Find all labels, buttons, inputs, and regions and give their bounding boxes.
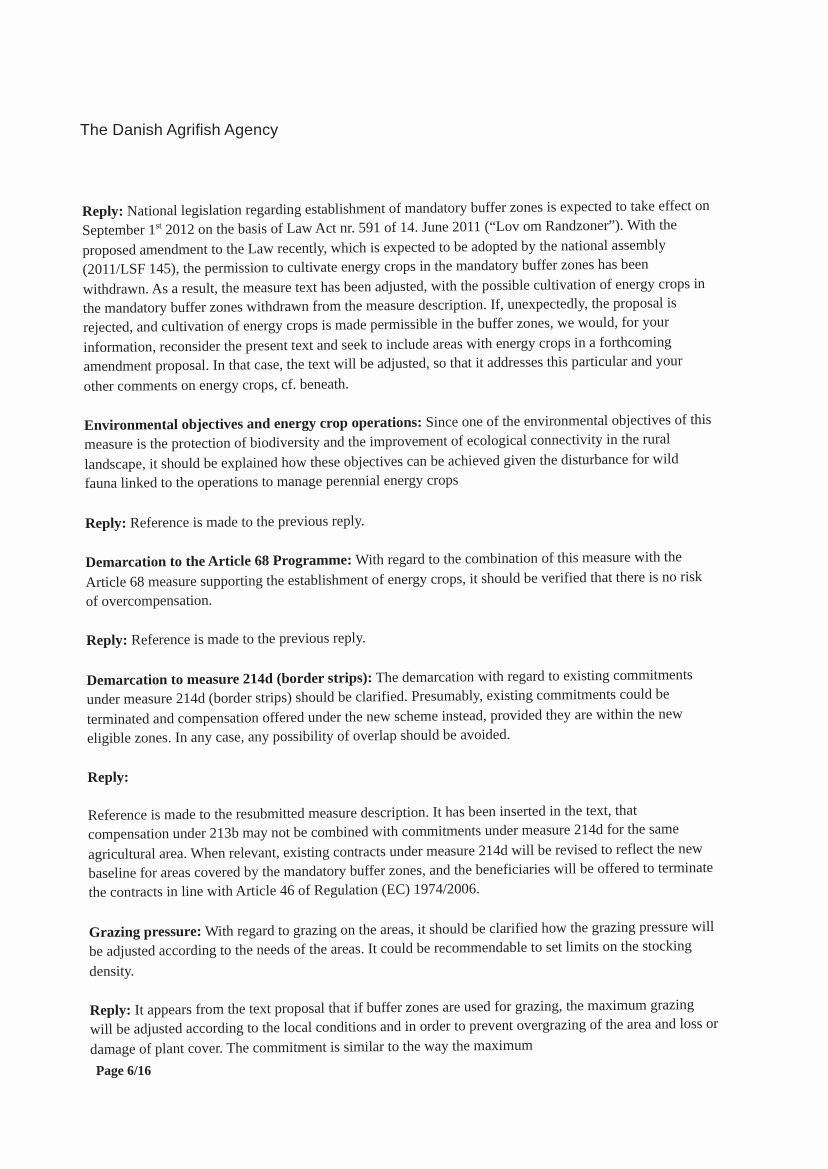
article-68-label: Demarcation to the Article 68 Programme: [85, 552, 353, 572]
reply-paragraph-2 [85, 509, 715, 534]
reply-paragraph-5 [90, 996, 721, 1060]
measure-214d-label: Demarcation to measure 214d (border strips): [86, 669, 373, 689]
page-number: Page 6/16 [96, 1063, 152, 1078]
reply-text: Reference is made to the previous reply. [127, 630, 366, 649]
measure-214d-paragraph [86, 666, 717, 750]
agency-header: The Danish Agrifish Agency [80, 122, 279, 139]
ordinal-superscript: st [155, 220, 162, 231]
reply-paragraph-1 [82, 197, 714, 397]
article-68-paragraph [85, 548, 716, 612]
article-68-text: With regard to the combination of this measure with the Article 68 measure supporting the establishment of energy crops, it should be verified that there is no risk of overcompensation. [85, 549, 703, 610]
reply-text-part-b: 2012 on the basis of Law Act nr. 591 of 14. June 2011 (“Lov om Randzoner”). With the proposed amendment to the Law recently, which is expected to be adopted by the national assembly (2011/LSF 145), the permission to cultivate energy crops in the mandatory buffer zones has been withdrawn. As a result, the measure text has been adjusted, with the possible cultivation of energy crops in the mandatory buffer zones withdrawn from the measure description. If, unexpectedly, the proposal is rejected, and cultivation of energy crops is made permissible in the buffer zones, we would, for your information, reconsider the present text and seek to include areas with energy crops in a forthcoming amendment proposal. In that case, the text will be adjusted, so that it addresses this particular and your other comments on energy crops, cf. beneath. [82, 217, 706, 395]
reply-label: Reply: [82, 203, 124, 220]
environmental-objectives-label: Environmental objectives and energy crop operations: [84, 414, 423, 435]
environmental-objectives-text: Since one of the environmental objectives of this measure is the protection of biodiversity and the improvement of ecological connectivity in the rural landscape, it should be explained how these objectives can be achieved given the disturbance for wild fauna linked to the operations to manage perennial energy crops [84, 412, 712, 493]
reply-paragraph-4: Reference is made to the resubmitted measure description. It has been inserted in the text, that compensation under 213b may not be combined with commitments under measure 214d for the same agricultural area. When relevant, existing contracts under measure 214d will be revised to reflect the new baseline for areas covered by the mandatory buffer zones, and the beneficiaries will be offered to terminate the contracts in line with Article 46 of Regulation (EC) 1974/2006. [87, 802, 714, 902]
reply-text-part-a: National legislation regarding establishment of mandatory buffer zones is expected to take effect on September 1 [82, 197, 710, 240]
reply-text: It appears from the text proposal that if buffer zones are used for grazing, the maximum grazing will be adjusted according to the local conditions and in order to prevent overgrazing of the area and loss or damage of plant cover. The commitment is similar to the way the maximum [89, 997, 719, 1058]
grazing-pressure-text: With regard to grazing on the areas, it should be clarified how the grazing pressure will be adjusted according to the needs of the areas. It could be recommendable to set limits on the stocking density. [89, 918, 715, 980]
reply-label: Reply: [89, 1002, 132, 1019]
reply-label: Reply: [87, 769, 129, 787]
reply-paragraph-3 [86, 626, 716, 651]
environmental-objectives-paragraph [84, 411, 715, 495]
grazing-pressure-label: Grazing pressure: [88, 923, 202, 941]
reply-heading-4 [87, 763, 717, 788]
grazing-pressure-paragraph [89, 918, 720, 982]
reply-label: Reply: [86, 632, 128, 650]
reply-label: Reply: [85, 515, 127, 532]
measure-214d-text: The demarcation with regard to existing commitments under measure 214d (border strips) should be clarified. Presumably, existing commitments could be terminated and compensation offered under the new scheme instead, provided they are within the new eligible zones. In any case, any possibility of overlap should be avoided. [86, 666, 693, 747]
reply-text: Reference is made to the previous reply. [126, 512, 365, 532]
document-body [82, 197, 720, 1080]
